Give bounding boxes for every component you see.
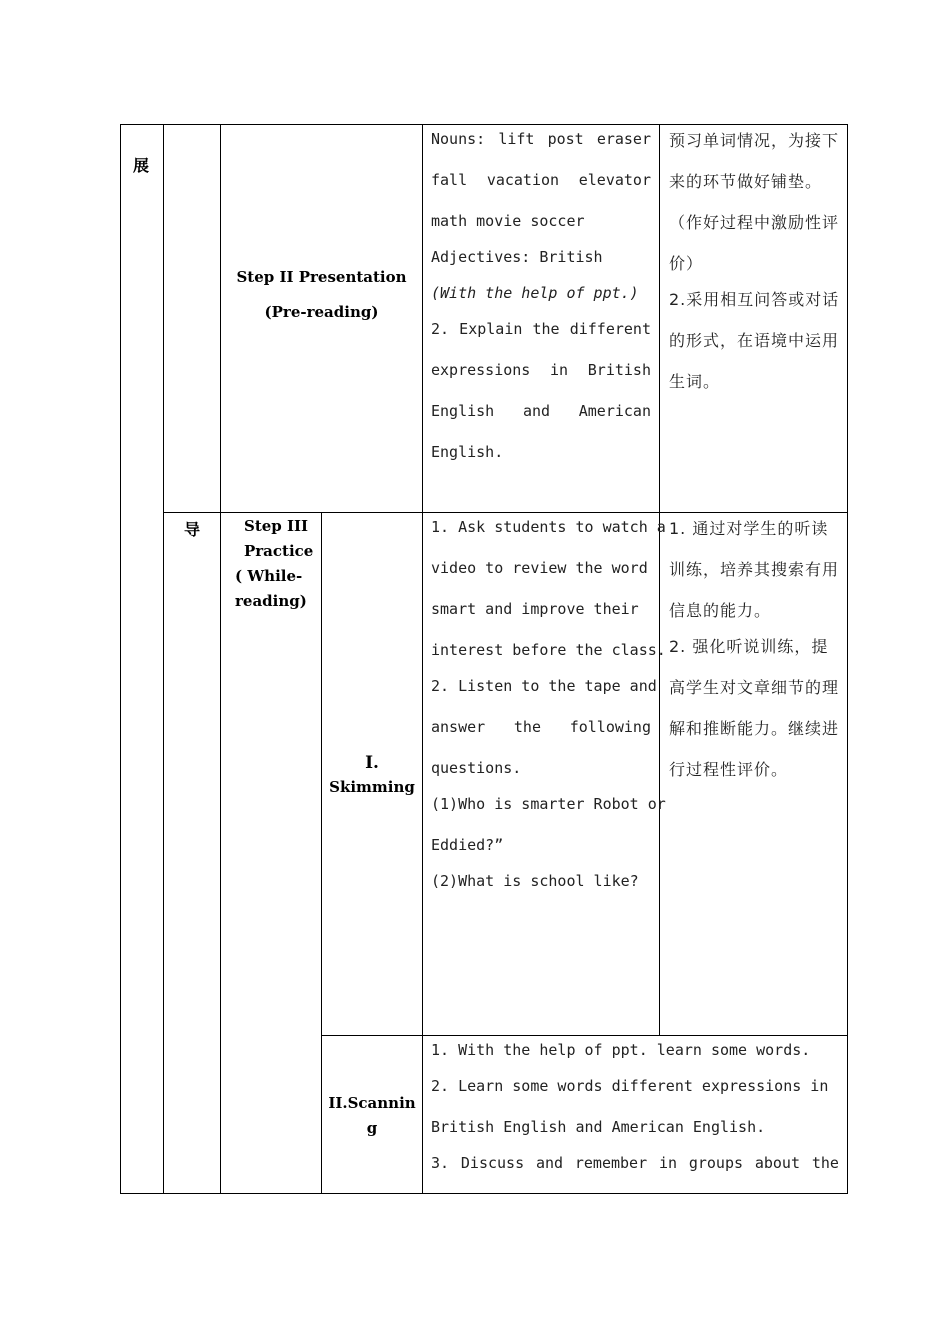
step3-line-6	[431, 718, 651, 736]
step3-line-9: Eddied?”	[431, 836, 504, 854]
row-divider-scanning	[321, 1035, 848, 1036]
word: in	[658, 1154, 677, 1172]
word: expressions	[431, 361, 531, 379]
step3-line-2: video to review the word	[431, 559, 648, 577]
step2-line-2	[431, 171, 651, 189]
step2-note-4: 价）	[669, 254, 704, 273]
scanning-label-2: g	[366, 1119, 378, 1137]
word: lift	[498, 130, 535, 148]
word: post	[547, 130, 584, 148]
step2-note-1: 预习单词情况，为接下	[669, 131, 840, 150]
step2-line-5: (With the help of ppt.)	[431, 284, 639, 302]
col-divider-3	[321, 512, 322, 1194]
step2-line-1	[431, 130, 651, 148]
step2-note-3: （作好过程中激励性评	[669, 213, 840, 232]
step2-note-5: 2.采用相互问答或对话	[669, 290, 840, 309]
word: the	[811, 1154, 839, 1172]
scanning-line-4	[431, 1154, 839, 1172]
step3-title-1: Step III	[244, 517, 309, 535]
word: vacation	[486, 171, 560, 189]
col-divider-4	[422, 124, 423, 1194]
step2-note-2: 来的环节做好铺垫。	[669, 172, 823, 191]
word: the	[513, 718, 541, 736]
step2-line-8	[431, 402, 651, 420]
step3-line-5: 2. Listen to the tape and	[431, 677, 657, 695]
word: fall	[431, 171, 468, 189]
row-divider-step2	[163, 512, 848, 513]
step3-line-7: questions.	[431, 759, 522, 777]
step2-note-6: 的形式，在语境中运用	[669, 331, 840, 350]
table-border-bottom	[120, 1193, 848, 1194]
step3-line-1: 1. Ask students to watch a	[431, 518, 666, 536]
step2-line-9: English.	[431, 443, 504, 461]
table-border-right	[847, 124, 848, 1194]
word: Nouns:	[431, 130, 486, 148]
stage-label-zhan: 展	[133, 156, 150, 175]
step3-line-3: smart and improve their	[431, 600, 639, 618]
word: the	[532, 320, 560, 338]
step3-title-2: Practice	[244, 542, 314, 560]
step3-note-2: 训练，培养其搜索有用	[669, 560, 840, 579]
word: American	[578, 402, 651, 420]
word: 2.	[431, 320, 450, 338]
word: and	[522, 402, 551, 420]
table-border-top	[120, 124, 848, 125]
scanning-line-3: British English and American English.	[431, 1118, 766, 1136]
scanning-line-2: 2. Learn some words different expressions in	[431, 1077, 829, 1095]
word: different	[569, 320, 651, 338]
word: and	[535, 1154, 564, 1172]
word: elevator	[578, 171, 651, 189]
step3-title-4: reading)	[235, 592, 307, 610]
step3-line-8: (1)Who is smarter Robot or	[431, 795, 666, 813]
skimming-label-2: Skimming	[329, 778, 415, 796]
step2-line-6	[431, 320, 651, 338]
skimming-label-1: Ⅰ.	[365, 753, 379, 773]
word: answer	[431, 718, 486, 736]
step3-title-3: ( While-	[235, 567, 303, 585]
word: 3.	[431, 1154, 450, 1172]
word: Explain	[459, 320, 523, 338]
step2-note-7: 生词。	[669, 372, 721, 391]
step3-line-10: (2)What is school like?	[431, 872, 639, 890]
word: in	[550, 361, 569, 379]
step2-title: Step II Presentation	[236, 268, 407, 286]
word: remember	[574, 1154, 648, 1172]
word: following	[569, 718, 651, 736]
scanning-line-1: 1. With the help of ppt. learn some words.	[431, 1041, 811, 1059]
step2-line-3: math movie soccer	[431, 212, 585, 230]
step3-note-3: 信息的能力。	[669, 601, 772, 620]
step3-line-4: interest before the class.	[431, 641, 666, 659]
col-divider-5	[659, 124, 660, 1036]
step2-line-7	[431, 361, 651, 379]
step3-note-7: 行过程性评价。	[669, 760, 789, 779]
stage-label-dao: 导	[184, 520, 201, 539]
word: eraser	[596, 130, 651, 148]
col-divider-1	[163, 124, 164, 1194]
word: Discuss	[460, 1154, 525, 1172]
table-border-left	[120, 124, 121, 1194]
step3-note-1: 1. 通过对学生的听读	[669, 519, 829, 538]
step3-note-4: 2. 强化听说训练，提	[669, 637, 829, 656]
scanning-label-1: II.Scannin	[328, 1094, 416, 1112]
step3-note-5: 高学生对文章细节的理	[669, 678, 840, 697]
step2-line-4: Adjectives: British	[431, 248, 603, 266]
word: about	[754, 1154, 800, 1172]
step3-note-6: 解和推断能力。继续进	[669, 719, 840, 738]
word: English	[431, 402, 495, 420]
word: groups	[688, 1154, 744, 1172]
step2-subtitle: (Pre-reading)	[264, 303, 379, 321]
word: British	[587, 361, 651, 379]
